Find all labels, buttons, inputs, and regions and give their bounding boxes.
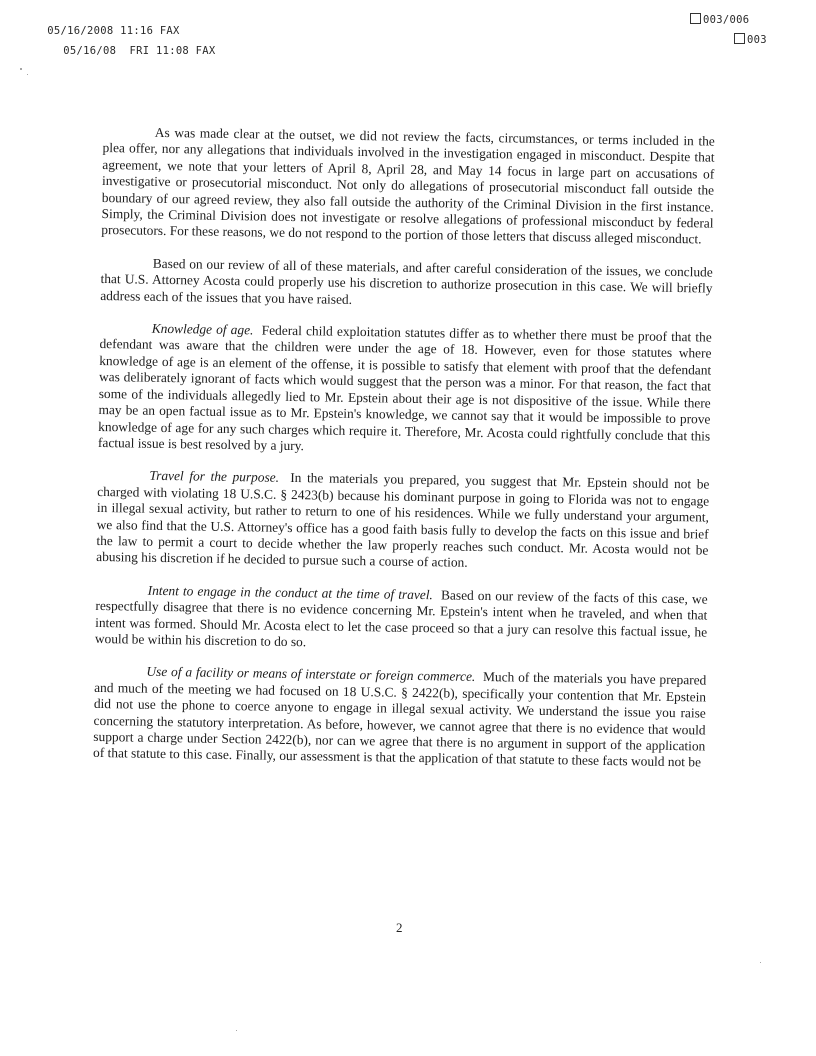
paragraph-travel-for-purpose bbox=[96, 467, 709, 575]
paragraph-heading: Knowledge of age. bbox=[151, 320, 254, 338]
fax-page-box-icon bbox=[690, 13, 701, 24]
paragraph-text: Based on our review of the facts of this case, we respectfully disagree that there is no evidence concerning Mr. Epstein's intent when he traveled, and when that intent was formed. Should Mr. Acosta elect to let the case proceed so that a jury can resolve this factual issue, he would be within his discretion to do so. bbox=[94, 587, 708, 650]
scan-speck bbox=[20, 68, 22, 70]
paragraph-misconduct-scope bbox=[101, 124, 715, 248]
fax-header-date-time: 05/16/2008 11:16 FAX bbox=[47, 25, 180, 37]
paragraph-text: Based on our review of all of these materials, and after careful consideration of the issues, we conclude that U.S. Attorney Acosta could properly use his discretion to authorize prosecution in this case. We will briefly address each of the issues that you have raised. bbox=[100, 255, 713, 307]
paragraph-interstate-commerce bbox=[93, 663, 706, 771]
fax-page-box-icon bbox=[734, 33, 745, 44]
paragraph-text: Much of the materials you have prepared and much of the meeting we had focused on 18 U.S.C. § 2422(b), specifically your contention that Mr. Epstein did not use the phone to coerce anyone to engage in illegal sexual activity. We understand the issue you raise concerning the statutory interpretation. As before, however, we cannot agree that there is no evidence that would support a charge under Section 2422(b), nor can we agree that there is no argument in support of the application of that statute to this case. Finally, our assessment is that the application of that statute to these facts would not be bbox=[93, 669, 707, 770]
paragraph-heading: Travel for the purpose. bbox=[149, 468, 280, 486]
scan-speck bbox=[236, 1030, 237, 1031]
paragraph-heading: Use of a facility or means of interstate or foreign commerce. bbox=[146, 664, 476, 685]
paragraph-conclusion bbox=[100, 255, 713, 314]
fax-header-line-2 bbox=[50, 33, 790, 69]
scan-speck bbox=[27, 74, 28, 75]
paragraph-knowledge-of-age bbox=[98, 320, 712, 461]
page-number: 2 bbox=[396, 920, 403, 935]
paragraph-heading: Intent to engage in the conduct at the time of travel. bbox=[147, 582, 433, 602]
fax-page-counter bbox=[690, 13, 749, 26]
paragraph-text: Federal child exploitation statutes differ as to whether there must be proof that the defendant was aware that the children were under the age of 18. However, even for those statutes where knowledge of age is an element of the offense, it is possible to satisfy that element with proof that the defendant was deliberately ignorant of facts which would suggest that the person was a minor. For that reason, the fact that some of the individuals allegedly lied to Mr. Epstein about their age is not dispositive of the issue. While there may be an open factual issue as to Mr. Epstein's knowledge, we cannot say that it would be impossible to prove knowledge of age for any such charges which require it. Therefore, Mr. Acosta could rightfully conclude that this factual issue is best resolved by a jury. bbox=[97, 322, 712, 454]
fax-page-counter-text: 003/006 bbox=[703, 14, 750, 26]
paragraph-text: In the materials you prepared, you suggest that Mr. Epstein should not be charged with violating 18 U.S.C. § 2423(b) because his dominant purpose in going to Florida was not to engage in illegal sexual activity, but rather to return to one of his residences. While we fully understand your argument, we also find that the U.S. Attorney's office has a good faith basis fully to develop the facts on this issue and brief the law to permit a court to decide whether the law properly reaches such conduct. Mr. Acosta would not be abusing his discretion if he decided to pursue such a course of action. bbox=[96, 470, 710, 571]
scan-speck bbox=[760, 962, 761, 963]
fax-header-second-date-time: 05/16/08 FRI 11:08 FAX bbox=[63, 45, 216, 57]
paragraph-intent-at-travel bbox=[95, 582, 708, 657]
paragraph-text: As was made clear at the outset, we did not review the facts, circumstances, or terms included in the plea offer, nor any allegations that individuals involved in the investigation engaged in misconduct. Despite that agreement, we note that your letters of April 8, April 28, and May 14 focus in large part on accusations of investigative or prosecutorial misconduct. Not only do allegations of prosecutorial misconduct fall outside the boundary of our agreed review, they also fall outside the authority of the Criminal Division in the first instance. Simply, the Criminal Division does not investigate or resolve allegations of professional misconduct by federal prosecutors. For these reasons, we do not respond to the portion of those letters that discuss alleged misconduct. bbox=[101, 124, 715, 247]
fax-page-number bbox=[734, 33, 767, 46]
fax-page-number-text: 003 bbox=[747, 34, 767, 46]
letter-body bbox=[93, 124, 715, 787]
